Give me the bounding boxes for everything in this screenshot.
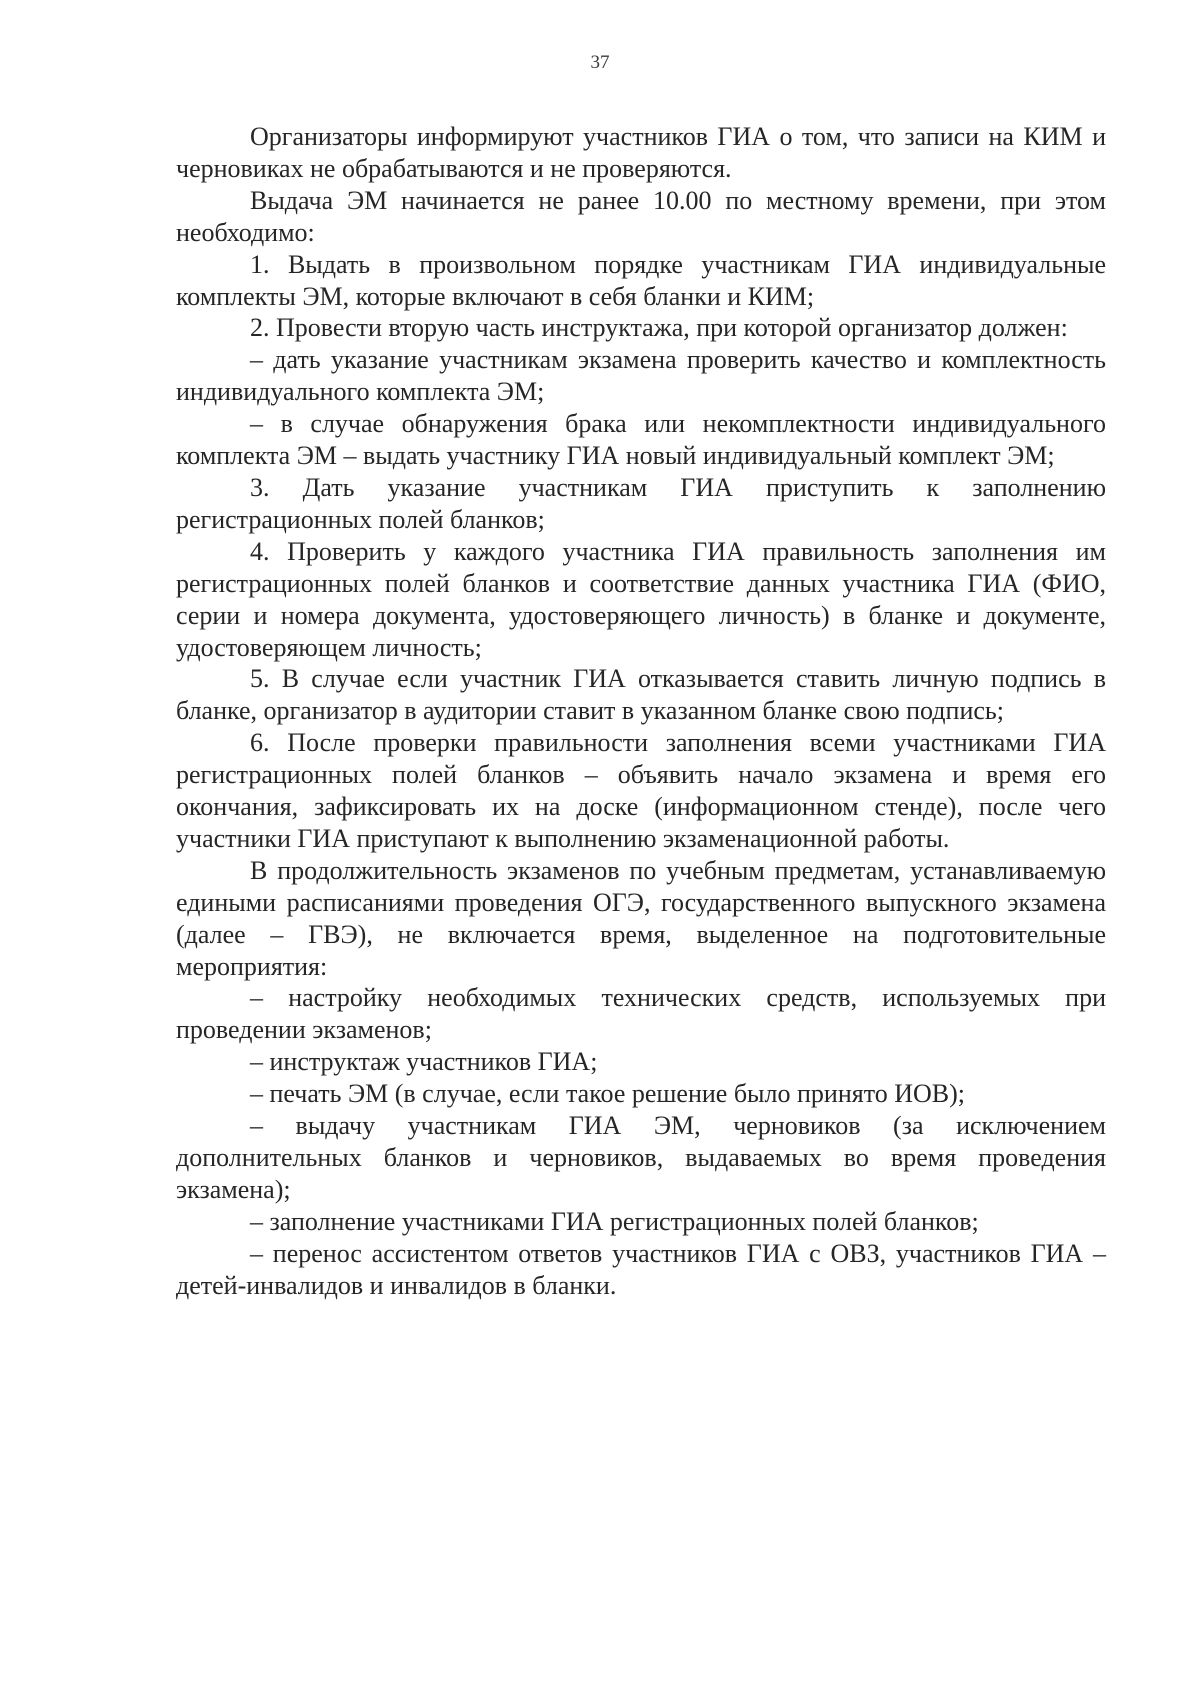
list-item: – инструктаж участников ГИА; (250, 1047, 598, 1077)
document-body (176, 121, 1106, 1302)
list-item: – заполнение участниками ГИА регистрационных полей бланков; (250, 1206, 979, 1236)
list-item: – печать ЭМ (в случае, если такое решение было принято ИОВ); (250, 1079, 965, 1109)
list-item: – дать указание участникам экзамена проверить качество и комплектность индивидуального комплекта ЭМ; (176, 345, 1106, 407)
paragraph: В продолжительность экзаменов по учебным предметам, устанавливаемую едиными расписаниями проведения ОГЭ, государственного выпускного экзамена (далее – ГВЭ), не включается время, выделенное на подготовительные мероприятия: (176, 855, 1106, 981)
list-item: 1. Выдать в произвольном порядке участникам ГИА индивидуальные комплекты ЭМ, которые включают в себя бланки и КИМ; (176, 249, 1106, 311)
list-item: – в случае обнаружения брака или некомплектности индивидуального комплекта ЭМ – выдать участнику ГИА новый индивидуальный комплект ЭМ; (176, 409, 1106, 471)
paragraph: Организаторы информируют участников ГИА о том, что записи на КИМ и черновиках не обрабатываются и не проверяются. (176, 122, 1106, 183)
list-item: 3. Дать указание участникам ГИА приступить к заполнению регистрационных полей бланков; (176, 472, 1106, 534)
list-item: 6. После проверки правильности заполнения всеми участниками ГИА регистрационных полей бланков – объявить начало экзамена и время его окончания, зафиксировать их на доске (информационном стенде), после чего участники ГИА приступают к выполнению экзаменационной работы. (176, 728, 1106, 853)
list-item: 2. Провести вторую часть инструктажа, при которой организатор должен: (250, 313, 1068, 343)
page-number: 37 (590, 52, 610, 73)
list-item: 4. Проверить у каждого участника ГИА правильность заполнения им регистрационных полей бланков и соответствие данных участника ГИА (ФИО, серии и номера документа, удостоверяющего личность) в бланке и документе, удостоверяющем личность; (176, 536, 1106, 662)
list-item: – выдачу участникам ГИА ЭМ, черновиков (за исключением дополнительных бланков и черновиков, выдаваемых во время проведения экзамена); (176, 1111, 1106, 1204)
paragraph: Выдача ЭМ начинается не ранее 10.00 по местному времени, при этом необходимо: (176, 185, 1106, 247)
list-item: – настройку необходимых технических средств, используемых при проведении экзаменов; (176, 983, 1106, 1045)
list-item: – перенос ассистентом ответов участников ГИА с ОВЗ, участников ГИА – детей-инвалидов и инвалидов в бланки. (176, 1238, 1106, 1300)
list-item: 5. В случае если участник ГИА отказывается ставить личную подпись в бланке, организатор в аудитории ставит в указанном бланке свою подпись; (176, 664, 1106, 726)
